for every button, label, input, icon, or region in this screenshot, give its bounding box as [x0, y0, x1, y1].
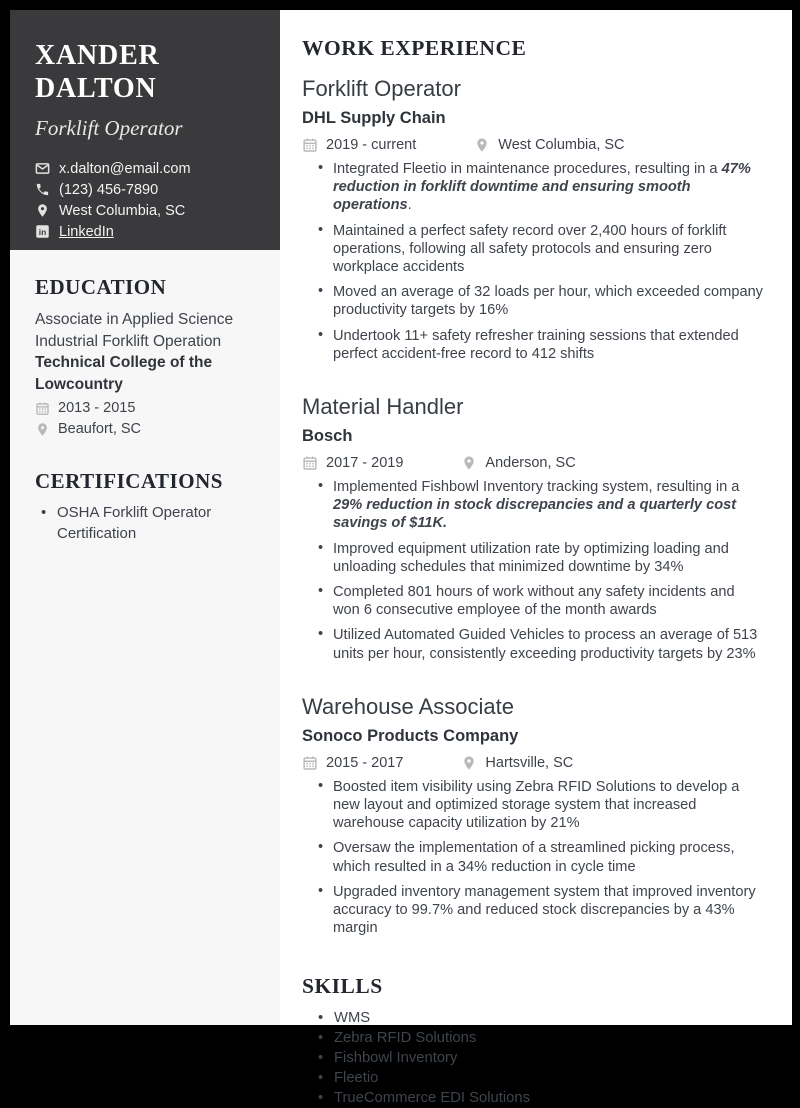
person-name: XANDER DALTON: [35, 40, 160, 104]
location-pin-icon: [474, 137, 490, 153]
location-pin-icon: [35, 203, 50, 218]
envelope-icon: [35, 161, 50, 176]
sidebar-body: [10, 250, 280, 547]
contact-row-phone: [35, 179, 260, 200]
job-bullet: • Completed 801 hours of work without any safety incidents and won 6 consecutive employee of the month awards: [318, 583, 764, 619]
certifications-list: [35, 503, 260, 544]
job-meta: [302, 455, 764, 471]
job-company: Bosch: [302, 427, 353, 446]
skill-item: • Zebra RFID Solutions: [318, 1029, 764, 1049]
education-program: Industrial Forklift Operation: [35, 332, 222, 350]
main-column: [280, 10, 792, 1106]
job-meta: [302, 137, 764, 153]
job-location-text: Anderson, SC: [485, 455, 576, 472]
education-school: Technical College of the Lowcountry: [35, 354, 213, 393]
job-dates-text: 2017 - 2019: [326, 455, 404, 472]
contact-phone-text: (123) 456-7890: [59, 181, 159, 198]
work-experience-heading: WORK EXPERIENCE: [302, 36, 527, 60]
education-dates-text: 2013 - 2015: [58, 400, 136, 416]
job-bullets: [302, 778, 764, 938]
linkedin-icon: [35, 224, 50, 239]
job-bullet: • Oversaw the implementation of a streamlined picking process, which resulted in a 34% reduction in cycle time: [318, 839, 764, 875]
jobs-list: [302, 76, 764, 937]
job-dates: [302, 137, 416, 153]
job-company: DHL Supply Chain: [302, 109, 446, 127]
job-title: Forklift Operator: [302, 76, 461, 101]
education-location: [35, 421, 260, 437]
calendar-icon: [302, 137, 318, 153]
contact-location-pin-text: West Columbia, SC: [59, 202, 186, 219]
education-location-text: Beaufort, SC: [58, 421, 142, 437]
svg-text:in: in: [38, 227, 47, 237]
contact-list: [35, 158, 260, 242]
calendar-icon: [302, 755, 318, 771]
job-entry: [302, 76, 764, 363]
skills-heading: SKILLS: [302, 974, 383, 999]
skill-item: • Fleetio: [318, 1069, 764, 1089]
skill-item: • WMS: [318, 1009, 764, 1029]
education-degree: Associate in Applied Science: [35, 311, 234, 328]
location-pin-icon: [461, 455, 477, 471]
job-bullet: • Utilized Automated Guided Vehicles to process an average of 513 units per hour, consistently exceeding productivity targets by 23%: [318, 626, 764, 662]
contact-envelope-text: x.dalton@email.com: [59, 160, 191, 177]
skill-item: • TrueCommerce EDI Solutions: [318, 1089, 764, 1108]
location-pin-icon: [35, 422, 50, 437]
contact-row-location-pin: [35, 200, 260, 221]
resume-page: [10, 10, 792, 1106]
job-bullet: • Implemented Fishbowl Inventory tracking system, resulting in a 29% reduction in stock discrepancies and a quarterly cost savings of $11K.: [318, 478, 764, 533]
education-dates: [35, 400, 260, 416]
location-pin-icon: [461, 755, 477, 771]
calendar-icon: [302, 455, 318, 471]
job-location: [474, 137, 624, 153]
job-entry: [302, 394, 764, 663]
person-role: Forklift Operator: [35, 116, 183, 140]
job-bullet: • Moved an average of 32 loads per hour, which exceeded company productivity targets by 16%: [318, 283, 764, 319]
job-bullets: [302, 160, 764, 363]
skills-list: [302, 1009, 764, 1108]
job-dates-text: 2019 - current: [326, 137, 417, 153]
contact-row-linkedin: [35, 221, 260, 242]
job-dates: [302, 455, 403, 471]
calendar-icon: [35, 401, 50, 416]
job-location: [461, 455, 575, 471]
job-location-text: West Columbia, SC: [498, 137, 625, 153]
education-heading: EDUCATION: [35, 275, 167, 299]
job-bullets: [302, 478, 764, 663]
job-location: [461, 755, 573, 771]
skills-section: [302, 974, 764, 1108]
job-bullet: • Upgraded inventory management system that improved inventory accuracy to 99.7% and reduced stock discrepancies by a 43% margin: [318, 883, 764, 938]
job-bullet: • Undertook 11+ safety refresher training sessions that extended perfect accident-free record to 412 shifts: [318, 327, 764, 363]
job-dates-text: 2015 - 2017: [326, 754, 404, 771]
job-entry: [302, 694, 764, 938]
job-location-text: Hartsville, SC: [485, 754, 574, 771]
job-bullet: • Improved equipment utilization rate by optimizing loading and unloading schedules that minimized downtime by 34%: [318, 540, 764, 576]
job-title: Warehouse Associate: [302, 693, 514, 719]
job-meta: [302, 755, 764, 771]
contact-linkedin-text[interactable]: LinkedIn: [59, 223, 114, 240]
sidebar-header: [10, 10, 280, 250]
job-bullet: • Maintained a perfect safety record over 2,400 hours of forklift operations, following all safety protocols and ensuring zero workplace accidents: [318, 222, 764, 277]
certification-item: • OSHA Forklift Operator Certification: [41, 503, 260, 544]
certifications-section: [35, 469, 260, 544]
phone-icon: [35, 182, 50, 197]
job-dates: [302, 755, 403, 771]
sidebar: [10, 10, 280, 1025]
skill-item: • Fishbowl Inventory: [318, 1049, 764, 1069]
job-title: Material Handler: [302, 394, 464, 420]
job-bullet: • Boosted item visibility using Zebra RFID Solutions to develop a new layout and optimized storage system that increased warehouse capacity utilization by 21%: [318, 778, 764, 833]
certifications-heading: CERTIFICATIONS: [35, 469, 223, 493]
contact-row-envelope: [35, 158, 260, 179]
job-company: Sonoco Products Company: [302, 726, 519, 745]
job-bullet: • Integrated Fleetio in maintenance procedures, resulting in a 47% reduction in forklift downtime and ensuring smooth operations.: [318, 160, 764, 215]
